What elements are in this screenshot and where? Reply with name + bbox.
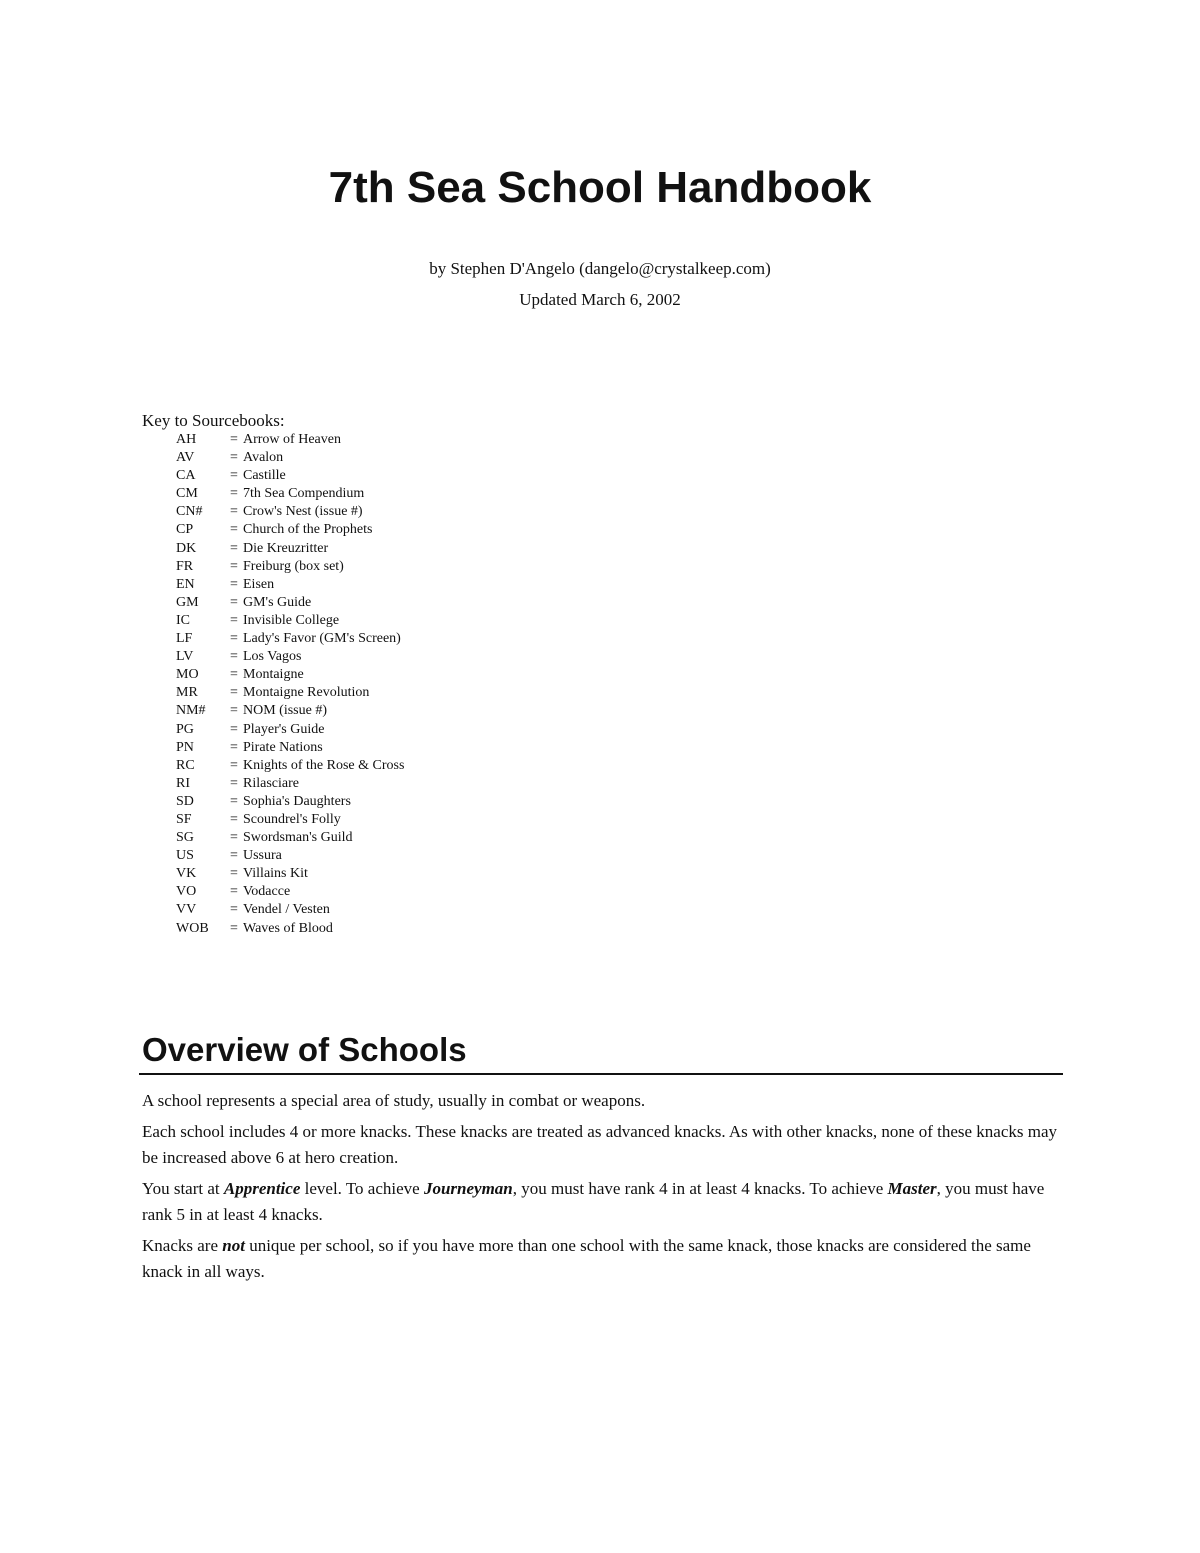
key-separator: = [230, 884, 238, 900]
sourcebook-key-item [176, 847, 404, 865]
sourcebook-name: Montaigne Revolution [243, 685, 370, 701]
sourcebook-key-item [176, 630, 404, 648]
sourcebook-name: Invisible College [243, 612, 340, 628]
sourcebook-code: VO [176, 884, 197, 900]
sourcebook-name: Church of the Prophets [243, 522, 373, 538]
level-apprentice: Apprentice [223, 1179, 301, 1198]
sourcebook-code: VK [176, 866, 197, 882]
sourcebook-code: CA [176, 468, 196, 484]
sourcebook-code: FR [176, 558, 194, 574]
sourcebook-name: GM's Guide [243, 594, 312, 610]
sourcebook-name: Waves of Blood [243, 920, 333, 936]
sourcebook-name: Swordsman's Guild [243, 830, 353, 846]
sourcebook-key-item [176, 467, 404, 485]
sourcebook-name: NOM (issue #) [243, 703, 327, 719]
sourcebook-name: Sophia's Daughters [243, 793, 351, 809]
sourcebook-name: Vodacce [243, 884, 291, 900]
overview-paragraph [142, 1176, 1062, 1228]
key-separator: = [230, 721, 238, 737]
sourcebook-name: 7th Sea Compendium [243, 486, 365, 502]
sourcebook-code: AV [176, 450, 195, 466]
sourcebook-name: Die Kreuzritter [243, 540, 329, 556]
sourcebook-key-item [176, 558, 404, 576]
paragraph-text: , you must have rank 5 in at least 4 knacks. [142, 1179, 1045, 1224]
sourcebook-key-item [176, 684, 404, 702]
sourcebook-name: Los Vagos [243, 649, 302, 665]
sourcebook-key-item [176, 612, 404, 630]
sourcebook-name: Lady's Favor (GM's Screen) [243, 631, 401, 647]
key-separator: = [230, 540, 238, 556]
sourcebook-key-item [176, 431, 404, 449]
sourcebook-name: Crow's Nest (issue #) [243, 504, 363, 520]
sourcebook-key-item [176, 757, 404, 775]
sourcebook-name: Vendel / Vesten [243, 902, 330, 918]
overview-body [142, 1088, 1062, 1290]
sourcebook-key-item [176, 865, 404, 883]
sourcebook-code: WOB [176, 920, 209, 936]
level-master: Master [887, 1179, 937, 1198]
paragraph-text: Knacks are [142, 1236, 223, 1255]
key-separator: = [230, 811, 238, 827]
sourcebook-code: US [176, 848, 194, 864]
sourcebook-name: Pirate Nations [243, 739, 323, 755]
sourcebook-name: Ussura [243, 848, 282, 864]
page-title: 7th Sea School Handbook [328, 163, 872, 212]
section-divider [139, 1073, 1063, 1075]
sourcebook-key-item [176, 920, 404, 938]
sourcebook-key-item [176, 503, 404, 521]
key-separator: = [230, 685, 238, 701]
author-byline: by Stephen D'Angelo (dangelo@crystalkeep.com) [429, 259, 771, 278]
sourcebook-code: CN# [176, 504, 203, 520]
key-separator: = [230, 902, 238, 918]
sourcebook-key-item [176, 449, 404, 467]
sourcebook-key-item [176, 594, 404, 612]
sourcebook-key-item [176, 829, 404, 847]
sourcebook-code: MO [176, 667, 199, 683]
level-journeyman: Journeyman [423, 1179, 513, 1198]
key-separator: = [230, 703, 238, 719]
updated-date: Updated March 6, 2002 [519, 290, 681, 309]
sourcebook-key-item [176, 540, 404, 558]
sourcebook-key-item [176, 648, 404, 666]
paragraph-text: level. To achieve [300, 1179, 424, 1198]
key-separator: = [230, 522, 238, 538]
key-separator: = [230, 594, 238, 610]
sourcebook-code: IC [176, 612, 190, 628]
paragraph-text: unique per school, so if you have more than one school with the same knack, those knacks are considered the same knack in all ways. [142, 1236, 1031, 1281]
sourcebook-key-item [176, 666, 404, 684]
key-separator: = [230, 775, 238, 791]
key-separator: = [230, 866, 238, 882]
key-separator: = [230, 576, 238, 592]
sourcebook-name: Arrow of Heaven [243, 432, 341, 447]
sourcebook-code: VV [176, 902, 197, 918]
sourcebook-code: NM# [176, 703, 206, 719]
key-separator: = [230, 468, 238, 484]
sourcebook-key-item [176, 485, 404, 503]
sourcebook-code: SF [176, 811, 192, 827]
overview-paragraph: Each school includes 4 or more knacks. These knacks are treated as advanced knacks. As with other knacks, none of these knacks may be increased above 6 at hero creation. [142, 1122, 1058, 1167]
sourcebook-key-item [176, 811, 404, 829]
sourcebook-key-item [176, 721, 404, 739]
key-separator: = [230, 649, 238, 665]
section-title: Overview of Schools [142, 1031, 467, 1068]
emphasis-not: not [222, 1236, 245, 1255]
sourcebook-code: EN [176, 576, 195, 592]
key-separator: = [230, 739, 238, 755]
key-separator: = [230, 504, 238, 520]
sourcebook-name: Montaigne [243, 667, 304, 683]
key-separator: = [230, 450, 238, 466]
key-separator: = [230, 830, 238, 846]
key-separator: = [230, 667, 238, 683]
sourcebook-name: Castille [243, 468, 286, 484]
key-separator: = [230, 631, 238, 647]
sourcebook-key-item [176, 793, 404, 811]
overview-paragraph [142, 1233, 1062, 1285]
sourcebook-key-item [176, 576, 404, 594]
sourcebook-code: CP [176, 522, 194, 538]
key-separator: = [230, 486, 238, 502]
sourcebook-code: GM [176, 594, 199, 610]
key-separator: = [230, 848, 238, 864]
sourcebook-code: PN [176, 739, 194, 755]
key-separator: = [230, 432, 238, 447]
sourcebook-code: PG [176, 721, 194, 737]
sourcebook-name: Eisen [243, 576, 275, 592]
overview-paragraph: A school represents a special area of study, usually in combat or weapons. [142, 1091, 646, 1110]
sourcebook-name: Scoundrel's Folly [243, 811, 341, 827]
key-separator: = [230, 612, 238, 628]
sourcebook-key-item [176, 775, 404, 793]
sourcebook-code: SD [176, 793, 194, 809]
sourcebook-code: RC [176, 757, 195, 773]
sourcebook-code: AH [176, 432, 197, 447]
sourcebook-key-item [176, 739, 404, 757]
sourcebook-key-item [176, 901, 404, 919]
key-separator: = [230, 757, 238, 773]
sourcebook-key-item [176, 521, 404, 539]
key-separator: = [230, 920, 238, 936]
sourcebook-code: RI [176, 775, 190, 791]
sourcebook-name: Villains Kit [243, 866, 308, 882]
sourcebook-name: Avalon [243, 450, 284, 466]
paragraph-text: , you must have rank 4 in at least 4 knacks. To achieve [512, 1179, 888, 1198]
key-separator: = [230, 558, 238, 574]
sourcebook-key-item [176, 702, 404, 720]
sourcebook-code: LF [176, 631, 193, 647]
sourcebook-code: LV [176, 649, 194, 665]
sourcebook-name: Knights of the Rose & Cross [243, 757, 405, 773]
key-separator: = [230, 793, 238, 809]
sourcebook-key-heading: Key to Sourcebooks: [142, 411, 285, 430]
sourcebook-name: Freiburg (box set) [243, 558, 344, 574]
sourcebook-name: Rilasciare [243, 775, 299, 791]
sourcebook-name: Player's Guide [243, 721, 325, 737]
sourcebook-code: CM [176, 486, 198, 502]
sourcebook-key-list [176, 431, 404, 938]
sourcebook-code: MR [176, 685, 198, 701]
sourcebook-code: SG [176, 830, 194, 846]
paragraph-text: You start at [142, 1179, 224, 1198]
sourcebook-code: DK [176, 540, 197, 556]
sourcebook-key-item [176, 883, 404, 901]
